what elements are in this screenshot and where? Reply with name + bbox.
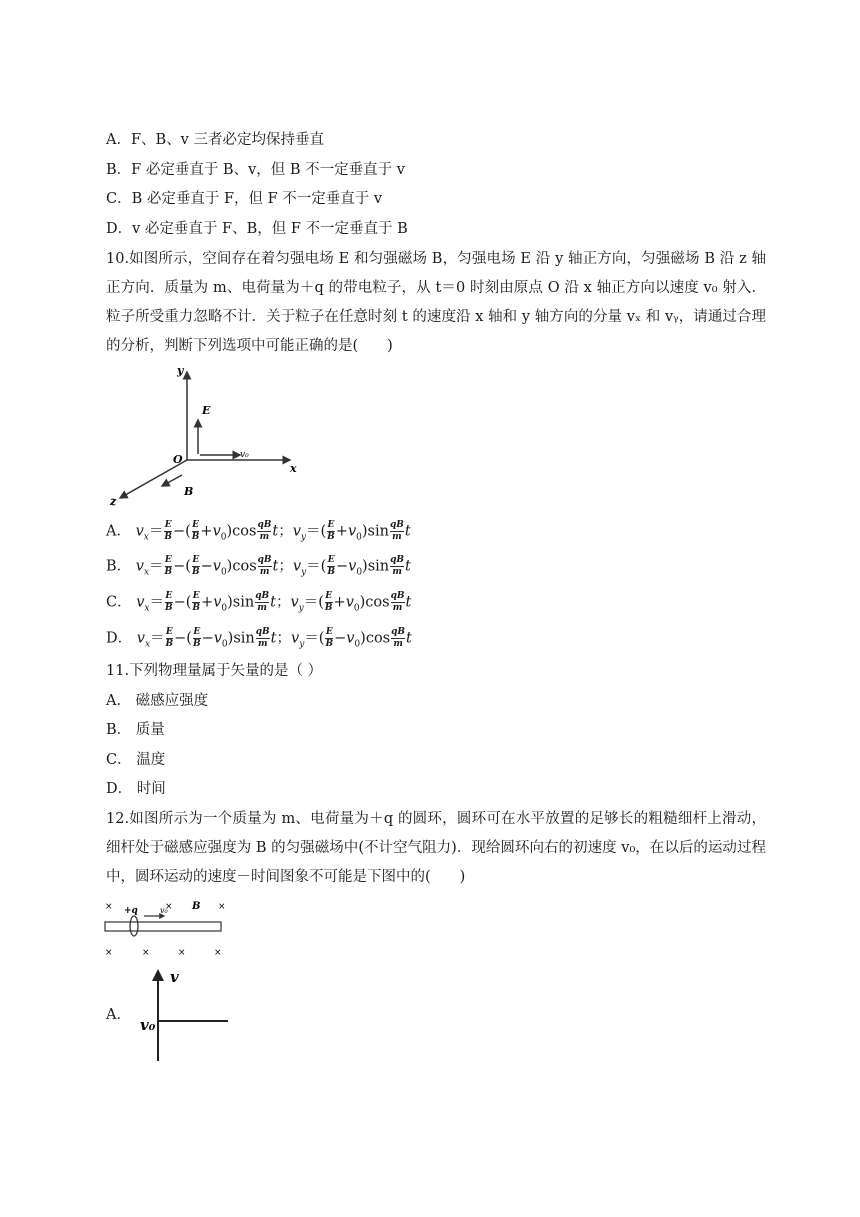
q11-option-d: D． 时间 <box>106 781 166 797</box>
cross-mark: × <box>218 902 226 912</box>
q10-option-c: C． $v_x=$ $\frac{E}{B}$ −( $\frac{E}{B}$ $+v_0)\sin$ $\frac{qB}{m}$ t；$v_y=$( $\frac{E}{B}$ $+v_0)\cos$ $\frac{qB}{m}$ t <box>106 591 412 614</box>
q12-option-a-graph <box>138 966 238 1066</box>
label-b: B <box>192 901 201 912</box>
rod <box>105 922 221 931</box>
q12-stem: 12.如图所示为一个质量为 m、电荷量为＋q 的圆环，圆环可在水平放置的足够长的粗糙细杆上滑动，细杆处于磁感应强度为 B 的匀强磁场中(不计空气阻力)．现给圆环向右的初速度 v₀，在以后的运动过程中，圆环运动的速度－时间图象不可能是下图中的( ) <box>106 811 766 885</box>
q10-option-a: A． $v_x=$ $\frac{E}{B}$ −( $\frac{E}{B}$ $+v_0)\cos$ $\frac{qB}{m}$ t；$v_y=$( $\frac{E}{B}$ $+v_0)\sin$ $\frac{qB}{m}$ t <box>106 520 411 543</box>
label-y: y <box>177 364 184 377</box>
label-v: v <box>170 968 179 986</box>
label-v0: v₀ <box>240 450 249 460</box>
b-field-arrow <box>162 475 182 486</box>
q9-option-d: D．v 必定垂直于 F、B，但 F 不一定垂直于 B <box>106 221 408 237</box>
label-v0: v₀ <box>140 1016 156 1034</box>
q10-axes-figure <box>100 360 310 510</box>
label-b: B <box>184 485 194 498</box>
q9-option-c: C．B 必定垂直于 F，但 F 不一定垂直于 v <box>106 191 383 207</box>
q11-option-a: A． 磁感应强度 <box>106 693 209 709</box>
cross-mark: × <box>178 948 186 958</box>
q11-option-b: B． 质量 <box>106 722 165 738</box>
label-charge: +q <box>124 906 138 916</box>
q12-option-a-label: A． <box>106 1007 131 1023</box>
cross-mark: × <box>214 948 222 958</box>
label-v0: v₀ <box>160 906 168 915</box>
label-z: z <box>110 495 117 508</box>
q10-option-d: D． $v_x=$ $\frac{E}{B}$ −( $\frac{E}{B}$ $-v_0)\sin$ $\frac{qB}{m}$ t；$v_y=$( $\frac{E}{B}$ $-v_0)\cos$ $\frac{qB}{m}$ t <box>106 627 412 650</box>
cross-mark: × <box>105 948 113 958</box>
label-origin: O <box>173 453 183 466</box>
q9-option-b: B．F 必定垂直于 B、v，但 B 不一定垂直于 v <box>106 162 405 178</box>
q10-stem: 10.如图所示，空间存在着匀强电场 E 和匀强磁场 B，匀强电场 E 沿 y 轴正方向，匀强磁场 B 沿 z 轴正方向．质量为 m、电荷量为＋q 的带电粒子，从 t＝0 时刻由原点 O 沿 x 轴正方向以速度 v₀ 射入．粒子所受重力忽略不计．关于粒子在任意时刻 t 的速度沿 x 轴和 y 轴方向的分量 vₓ 和 vᵧ，请通过合理的分析，判断下列选项中可能正确的是( ) <box>106 251 766 354</box>
label-e: E <box>202 404 211 417</box>
q9-option-a: A．F、B、v 三者必定均保持垂直 <box>106 132 324 148</box>
cross-mark: × <box>105 902 113 912</box>
cross-mark: × <box>142 948 150 958</box>
label-x: x <box>290 462 297 475</box>
cross-mark: × <box>165 902 173 912</box>
q11-stem: 11.下列物理量属于矢量的是（ ） <box>106 663 323 679</box>
q11-option-c: C． 温度 <box>106 752 166 768</box>
q10-option-b: B． $v_x=$ $\frac{E}{B}$ −( $\frac{E}{B}$ $-v_0)\cos$ $\frac{qB}{m}$ t；$v_y=$( $\frac{E}{B}$ $-v_0)\sin$ $\frac{qB}{m}$ t <box>106 555 411 578</box>
q12-rod-figure <box>100 892 230 962</box>
